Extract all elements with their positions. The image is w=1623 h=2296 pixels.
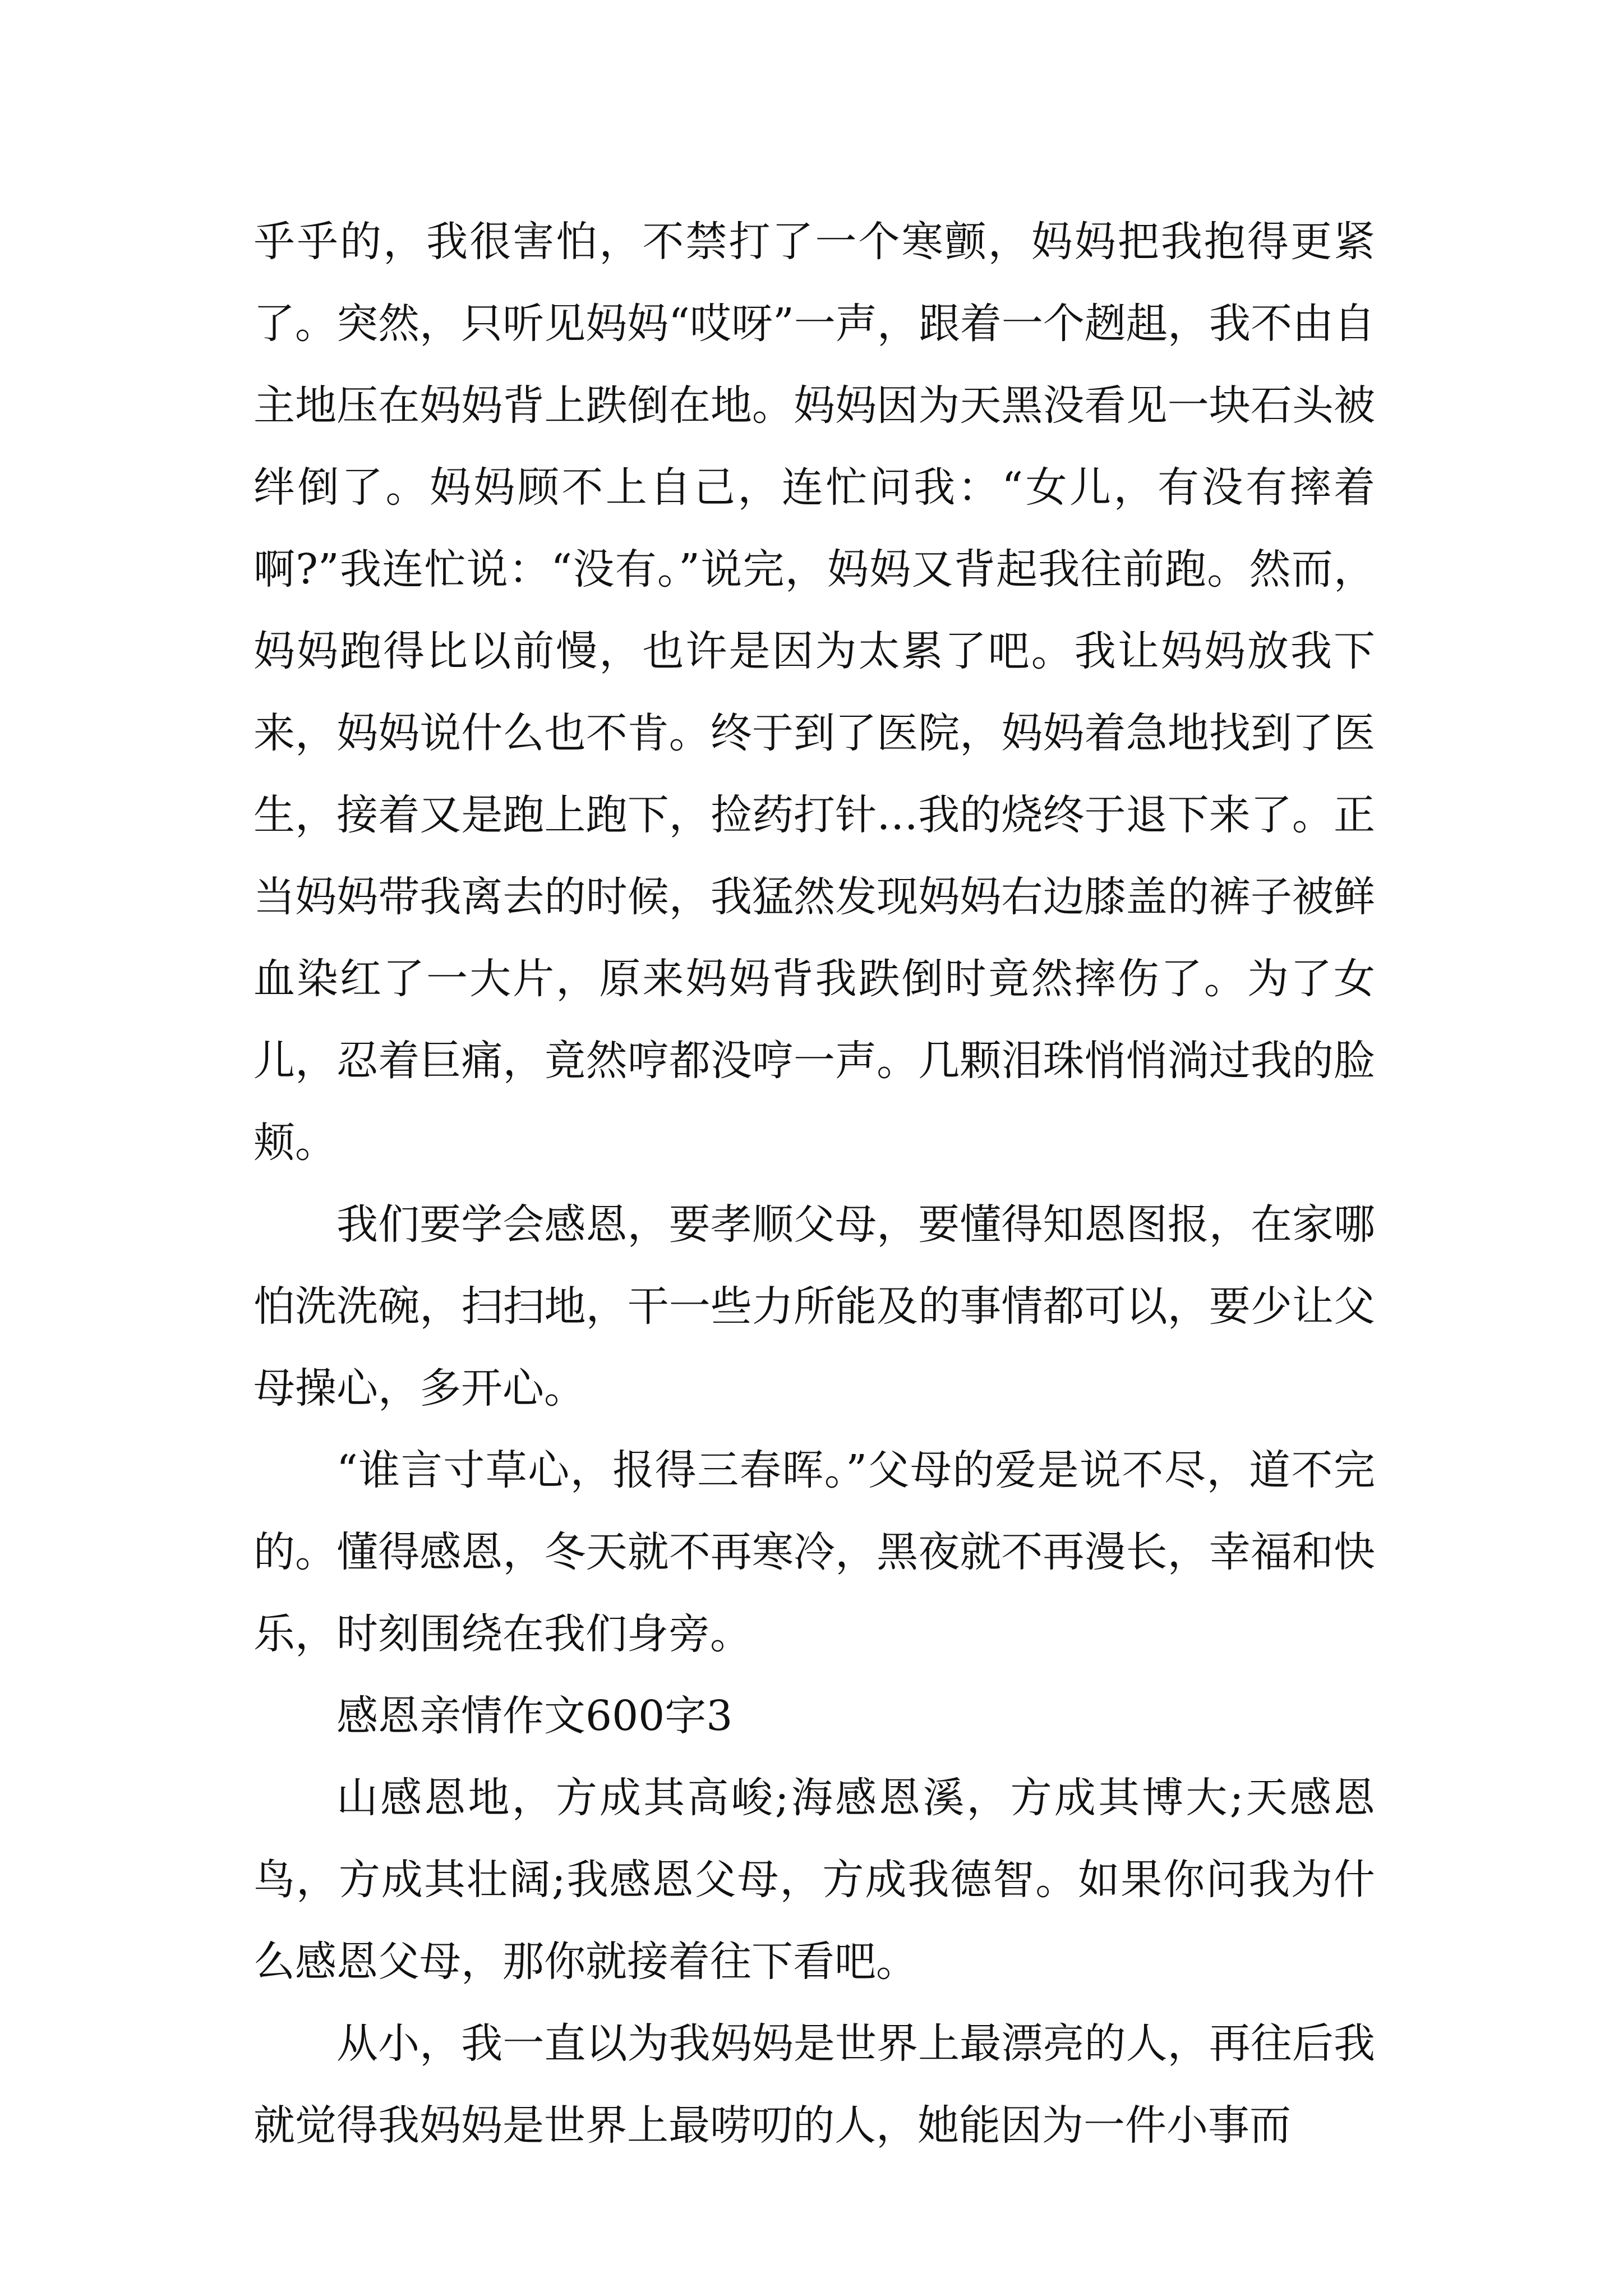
- paragraph-childhood: 从小，我一直以为我妈妈是世界上最漂亮的人，再往后我就觉得我妈妈是世界上最唠叨的人，她能因为一件小事而: [253, 2019, 1375, 2150]
- essay-heading: 感恩亲情作文600字3: [336, 1692, 733, 1740]
- paragraph-gratitude: 我们要学会感恩，要孝顺父母，要懂得知恩图报，在家哪怕洗洗碗，扫扫地，干一些力所能及的事情都可以，要少让父母操心，多开心。: [253, 1200, 1375, 1412]
- paragraph-poem-quote: “谁言寸草心，报得三春晖。”父母的爱是说不尽，道不完的。懂得感恩，冬天就不再寒冷，黑夜就不再漫长，幸福和快乐，时刻围绕在我们身旁。: [253, 1446, 1375, 1658]
- paragraph-mountain: 山感恩地，方成其高峻;海感恩溪，方成其博大;天感恩鸟，方成其壮阔;我感恩父母，方成我德智。如果你问我为什么感恩父母，那你就接着往下看吧。: [253, 1774, 1375, 1986]
- paragraph-continuation: 乎乎的，我很害怕，不禁打了一个寒颤，妈妈把我抱得更紧了。突然，只听见妈妈“哎呀”一声，跟着一个趔趄，我不由自主地压在妈妈背上跌倒在地。妈妈因为天黑没看见一块石头被绊倒了。妈妈顾不上自己，连忙问我：“女儿，有没有摔着啊?”我连忙说：“没有。”说完，妈妈又背起我往前跑。然而，妈妈跑得比以前慢，也许是因为太累了吧。我让妈妈放我下来，妈妈说什么也不肯。终于到了医院，妈妈着急地找到了医生，接着又是跑上跑下，捡药打针…我的烧终于退下来了。正当妈妈带我离去的时候，我猛然发现妈妈右边膝盖的裤子被鲜血染红了一大片，原来妈妈背我跌倒时竟然摔伤了。为了女儿，忍着巨痛，竟然哼都没哼一声。几颗泪珠悄悄淌过我的脸颊。: [253, 218, 1375, 1167]
- document-body: [253, 201, 1375, 2166]
